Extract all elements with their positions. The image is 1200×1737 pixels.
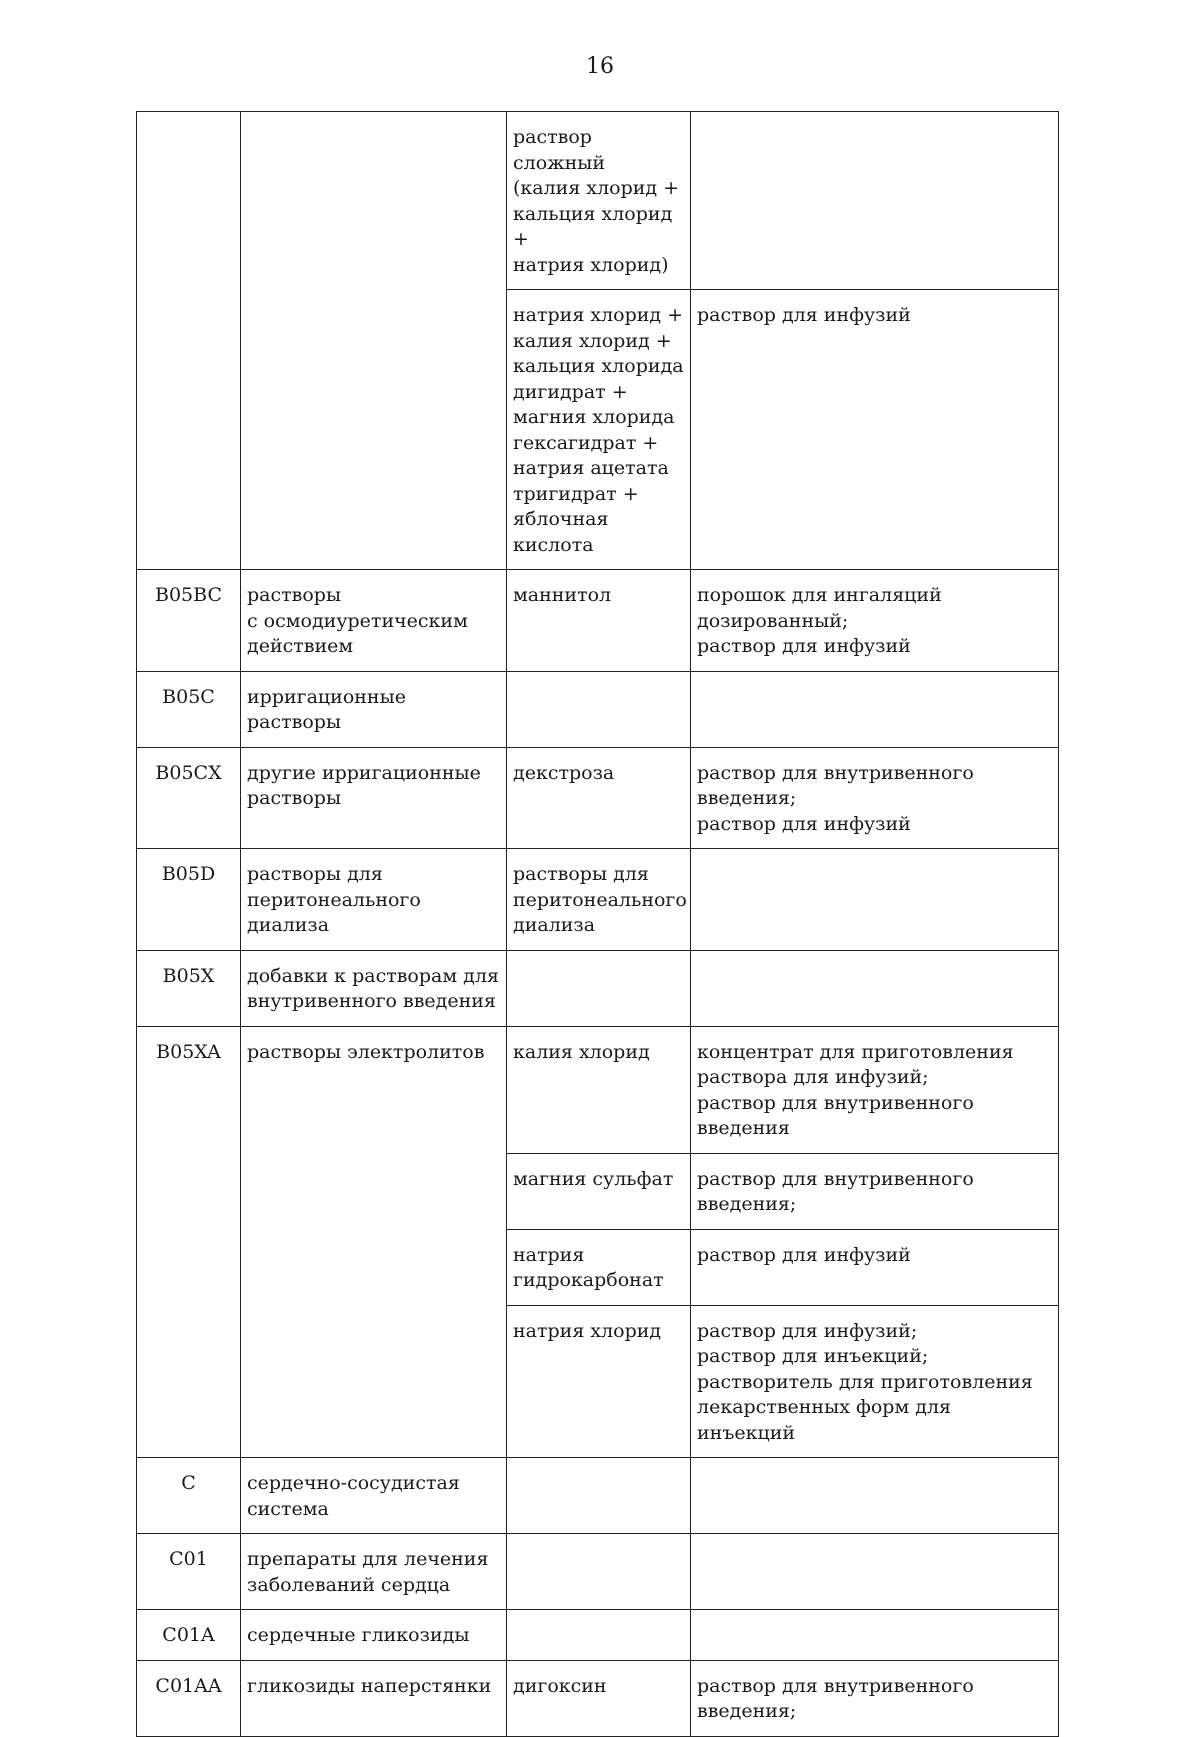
dosage-form-cell: раствор для инфузий: [691, 1229, 1059, 1305]
drug-name-cell: растворы для перитонеального диализа: [507, 849, 691, 951]
group-name-cell: добавки к растворам для внутривенного введения: [241, 950, 507, 1026]
group-name-cell: сердечные гликозиды: [241, 1610, 507, 1661]
atc-code-cell: B05C: [137, 671, 241, 747]
table-row: [137, 1534, 1059, 1610]
group-name-cell: препараты для лечения заболеваний сердца: [241, 1534, 507, 1610]
atc-code-cell: C: [137, 1458, 241, 1534]
dosage-form-cell: [691, 671, 1059, 747]
table-row: [137, 112, 1059, 290]
dosage-form-cell: [691, 849, 1059, 951]
drug-name-cell: раствор сложный (калия хлорид + кальция хлорид + натрия хлорид): [507, 112, 691, 290]
dosage-form-cell: раствор для инфузий; раствор для инъекций; растворитель для приготовления лекарственных форм для инъекций: [691, 1305, 1059, 1458]
table-row: [137, 1026, 1059, 1153]
dosage-form-cell: раствор для внутривенного введения;: [691, 1660, 1059, 1736]
drug-name-cell: [507, 1610, 691, 1661]
group-name-cell: растворы для перитонеального диализа: [241, 849, 507, 951]
drug-name-cell: калия хлорид: [507, 1026, 691, 1153]
drug-name-cell: [507, 671, 691, 747]
drug-name-cell: [507, 1458, 691, 1534]
atc-code-cell: B05X: [137, 950, 241, 1026]
dosage-form-cell: [691, 112, 1059, 290]
group-name-cell: ирригационные растворы: [241, 671, 507, 747]
dosage-form-cell: раствор для инфузий: [691, 290, 1059, 570]
table-row: [137, 849, 1059, 951]
drug-name-cell: [507, 950, 691, 1026]
page-number: 16: [586, 54, 614, 79]
drug-name-cell: натрия хлорид: [507, 1305, 691, 1458]
table-row: [137, 747, 1059, 849]
table-row: [137, 950, 1059, 1026]
table-row: [137, 1458, 1059, 1534]
dosage-form-cell: [691, 1458, 1059, 1534]
dosage-form-cell: порошок для ингаляций дозированный; раствор для инфузий: [691, 570, 1059, 672]
atc-code-cell: B05BC: [137, 570, 241, 672]
dosage-form-cell: [691, 1610, 1059, 1661]
atc-code-cell: B05D: [137, 849, 241, 951]
drug-name-cell: дигоксин: [507, 1660, 691, 1736]
drug-name-cell: маннитол: [507, 570, 691, 672]
drug-name-cell: магния сульфат: [507, 1153, 691, 1229]
dosage-form-cell: [691, 950, 1059, 1026]
dosage-form-cell: раствор для внутривенного введения;: [691, 1153, 1059, 1229]
atc-code-cell: C01A: [137, 1610, 241, 1661]
group-name-cell: сердечно-сосудистая система: [241, 1458, 507, 1534]
atc-code-cell: B05XA: [137, 1026, 241, 1458]
drug-table: [136, 111, 1059, 1737]
drug-name-cell: натрия гидрокарбонат: [507, 1229, 691, 1305]
group-name-cell: растворы с осмодиуретическим действием: [241, 570, 507, 672]
group-name-cell: растворы электролитов: [241, 1026, 507, 1458]
drug-name-cell: натрия хлорид + калия хлорид + кальция хлорида дигидрат + магния хлорида гексагидрат + натрия ацетата тригидрат + яблочная кислота: [507, 290, 691, 570]
table-row: [137, 1610, 1059, 1661]
dosage-form-cell: раствор для внутривенного введения; раствор для инфузий: [691, 747, 1059, 849]
atc-code-cell: [137, 112, 241, 570]
table-row: [137, 570, 1059, 672]
group-name-cell: другие ирригационные растворы: [241, 747, 507, 849]
drug-name-cell: [507, 1534, 691, 1610]
atc-code-cell: B05CX: [137, 747, 241, 849]
group-name-cell: [241, 112, 507, 570]
atc-code-cell: C01: [137, 1534, 241, 1610]
table-row: [137, 1660, 1059, 1736]
dosage-form-cell: [691, 1534, 1059, 1610]
table-row: [137, 671, 1059, 747]
dosage-form-cell: концентрат для приготовления раствора для инфузий; раствор для внутривенного введения: [691, 1026, 1059, 1153]
group-name-cell: гликозиды наперстянки: [241, 1660, 507, 1736]
drug-name-cell: декстроза: [507, 747, 691, 849]
atc-code-cell: C01AA: [137, 1660, 241, 1736]
